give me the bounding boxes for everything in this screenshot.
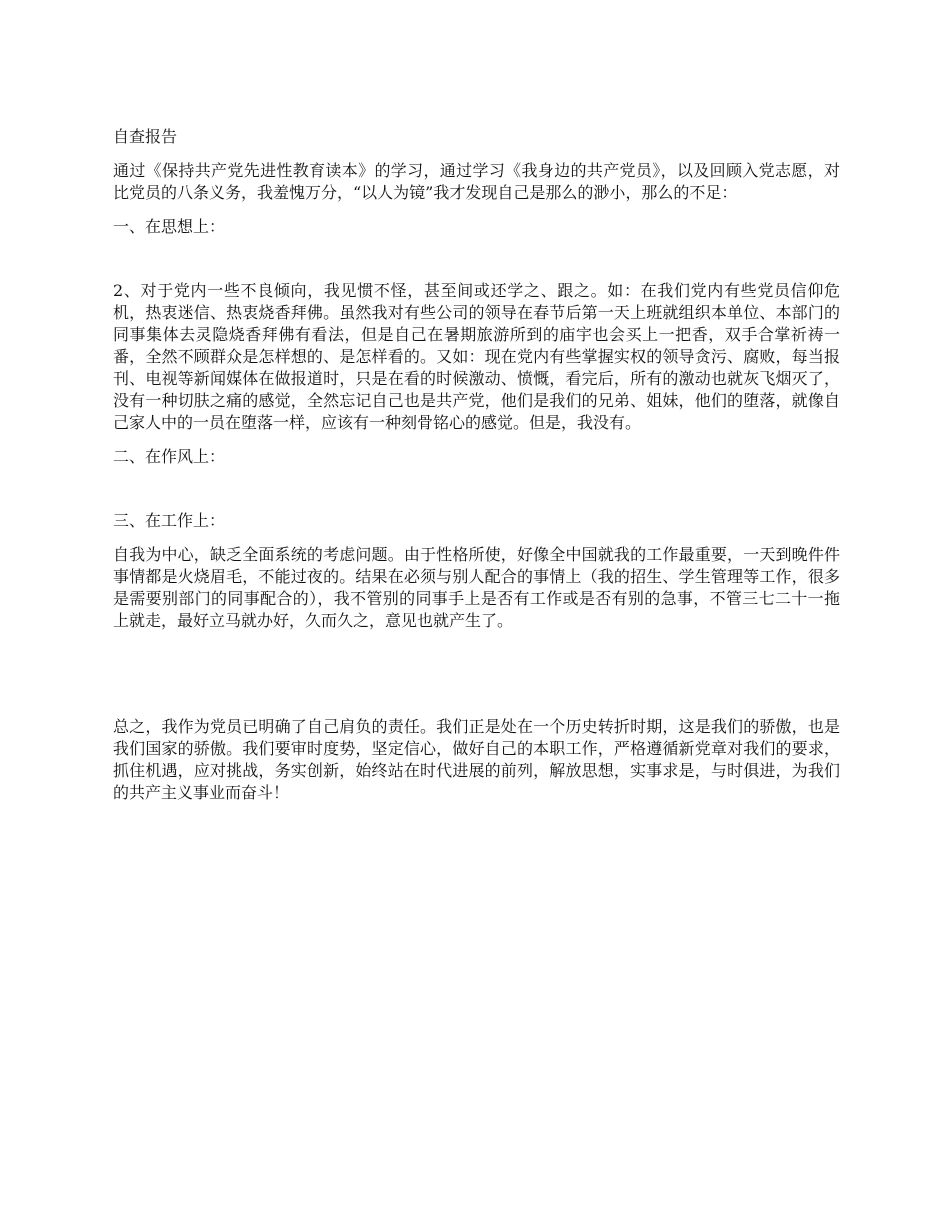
document-body (113, 126, 840, 816)
blank-space (113, 250, 840, 280)
blank-space (113, 644, 840, 716)
section-heading-style: 二、在作风上： (113, 447, 226, 466)
document-title: 自查报告 (113, 127, 178, 146)
intro-paragraph: 通过《保持共产党先进性教育读本》的学习，通过学习《我身边的共产党员》，以及回顾入党志愿，对比党员的八条义务，我羞愧万分，“以人为镜”我才发现自己是那么的渺小，那么的不足： (113, 161, 840, 202)
section-work-paragraph: 自我为中心，缺乏全面系统的考虑问题。由于性格所使，好像全中国就我的工作最重要，一天到晚件件事情都是火烧眉毛，不能过夜的。结果在必须与别人配合的事情上（我的招生、学生管理等工作，很多是需要别部门的同事配合的），我不管别的同事手上是否有工作或是否有别的急事，不管三七二十一拖上就走，最好立马就办好，久而久之，意见也就产生了。 (113, 545, 840, 630)
blank-space (113, 480, 840, 510)
section-heading-work: 三、在工作上： (113, 511, 226, 530)
section-heading-thought: 一、在思想上： (113, 217, 226, 236)
conclusion-paragraph: 总之，我作为党员已明确了自己肩负的责任。我们正是处在一个历史转折时期，这是我们的骄傲，也是我们国家的骄傲。我们要审时度势，坚定信心，做好自己的本职工作，严格遵循新党章对我们的要求，抓住机遇，应对挑战，务实创新，始终站在时代进展的前列，解放思想，实事求是，与时俱进，为我们的共产主义事业而奋斗！ (113, 717, 840, 802)
section-thought-paragraph: 2、对于党内一些不良倾向，我见惯不怪，甚至间或还学之、跟之。如：在我们党内有些党员信仰危机，热衷迷信、热衷烧香拜佛。虽然我对有些公司的领导在春节后第一天上班就组织本单位、本部门的同事集体去灵隐烧香拜佛有看法，但是自己在暑期旅游所到的庙宇也会买上一把香，双手合掌祈祷一番，全然不顾群众是怎样想的、是怎样看的。又如：现在党内有些掌握实权的领导贪污、腐败，每当报刊、电视等新闻媒体在做报道时，只是在看的时候激动、愤慨，看完后，所有的激动也就灰飞烟灭了，没有一种切肤之痛的感觉，全然忘记自己也是共产党，他们是我们的兄弟、姐妹，他们的堕落，就像自己家人中的一员在堕落一样，应该有一种刻骨铭心的感觉。但是，我没有。 (113, 281, 840, 432)
